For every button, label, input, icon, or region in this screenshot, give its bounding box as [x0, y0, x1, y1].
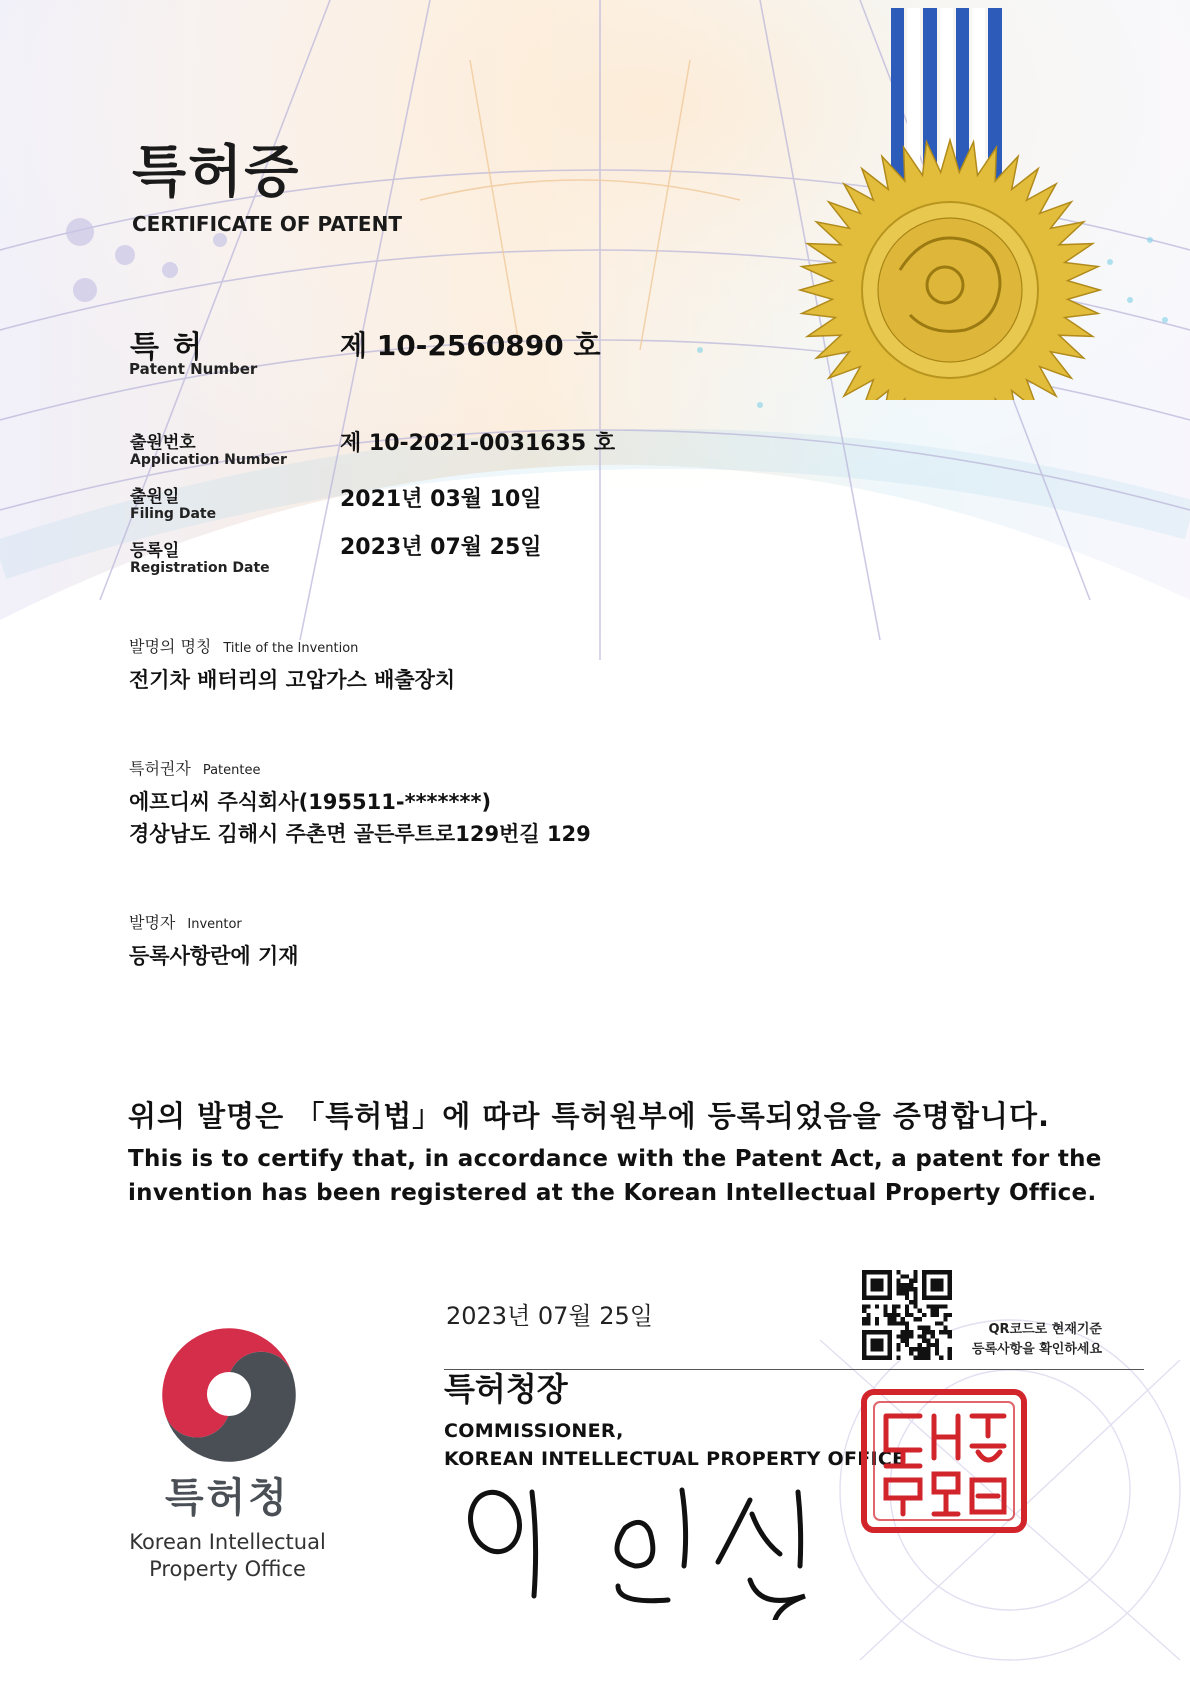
- patentee-address: 경상남도 김해시 주촌면 골든루트로129번길 129: [129, 822, 591, 846]
- patent-number-label-korean: 특허: [130, 330, 216, 365]
- certificate-title-english: CERTIFICATE OF PATENT: [132, 212, 402, 236]
- red-official-seal: [860, 1388, 1028, 1534]
- certification-statement-english-line1: This is to certify that, in accordance with the Patent Act, a patent for the: [128, 1146, 1102, 1172]
- invention-title-value: 전기차 배터리의 고압가스 배출장치: [129, 668, 456, 692]
- certification-statement-english-line2: invention has been registered at the Korean Intellectual Property Office.: [128, 1180, 1097, 1206]
- application-number-label-korean: 출원번호: [130, 433, 196, 453]
- issue-date: 2023년 07월 25일: [446, 1302, 653, 1330]
- commissioner-title-english-line2: KOREAN INTELLECTUAL PROPERTY OFFICE: [444, 1448, 906, 1470]
- patentee-label-english: Patentee: [202, 763, 261, 778]
- kipo-name-english-line2: Property Office: [149, 1557, 306, 1581]
- application-number-value: 제 10-2021-0031635 호: [340, 431, 616, 456]
- certificate-title-korean: 특허증: [132, 140, 301, 205]
- patentee-label: [129, 756, 260, 779]
- invention-title-label-english: Title of the Invention: [223, 641, 359, 656]
- patent-number-label-english: Patent Number: [129, 360, 258, 378]
- qr-note-line1: QR코드로 현재기준: [988, 1322, 1102, 1337]
- registration-date-label-korean: 등록일: [130, 541, 180, 561]
- filing-date-label-english: Filing Date: [130, 506, 217, 522]
- kipo-name-english-line1: Korean Intellectual: [129, 1530, 326, 1554]
- gold-seal-medal: [785, 0, 1115, 400]
- kipo-name-korean: 특허청: [165, 1475, 290, 1521]
- registration-date-value: 2023년 07월 25일: [340, 535, 542, 560]
- filing-date-value: 2021년 03월 10일: [340, 487, 542, 512]
- patentee-name: 에프디씨 주식회사(195511-*******): [129, 790, 492, 814]
- patentee-label-korean: 특허권자: [129, 759, 191, 778]
- inventor-label: [129, 910, 242, 933]
- inventor-label-korean: 발명자: [129, 913, 176, 932]
- filing-date-label-korean: 출원일: [130, 487, 180, 507]
- commissioner-signature: [450, 1470, 850, 1620]
- kipo-taegeuk-logo: [153, 1318, 303, 1468]
- application-number-label-english: Application Number: [130, 452, 287, 468]
- qr-note-line2: 등록사항을 확인하세요: [971, 1342, 1102, 1357]
- qr-code[interactable]: [862, 1270, 952, 1360]
- certification-statement-korean: 위의 발명은 「특허법」에 따라 특허원부에 등록되었음을 증명합니다.: [128, 1099, 1050, 1133]
- invention-title-label: [129, 634, 358, 657]
- inventor-label-english: Inventor: [187, 917, 242, 932]
- invention-title-label-korean: 발명의 명칭: [129, 637, 212, 656]
- registration-date-label-english: Registration Date: [130, 560, 270, 576]
- commissioner-title-english-line1: COMMISSIONER,: [444, 1420, 624, 1442]
- patent-number-value: 제 10-2560890 호: [340, 329, 601, 362]
- inventor-value: 등록사항란에 기재: [129, 944, 299, 968]
- commissioner-title-korean: 특허청장: [444, 1370, 568, 1408]
